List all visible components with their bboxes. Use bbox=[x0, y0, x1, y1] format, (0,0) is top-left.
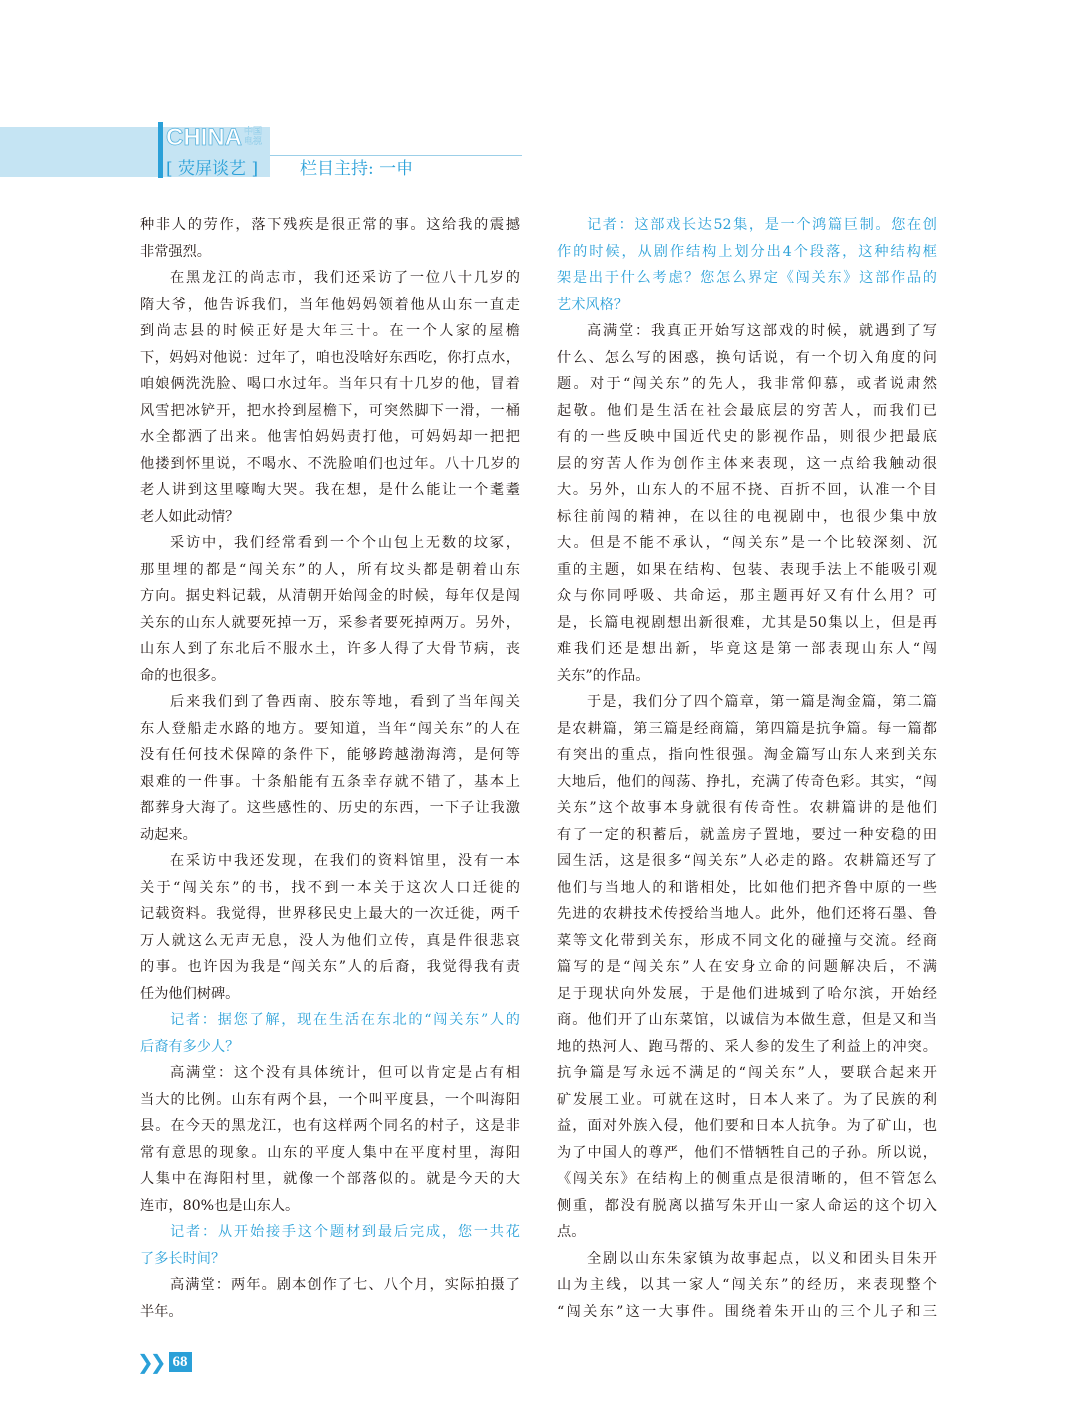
text-line: 有的一些反映中国近代史的影视作品，则很少把最底 bbox=[557, 429, 937, 445]
text-line: 是农耕篇，第三篇是经商篇，第四篇是抗争篇。每一篇都 bbox=[557, 720, 937, 737]
china-television-logo bbox=[166, 123, 262, 153]
right-text-column bbox=[557, 212, 937, 1325]
text-line: 县。在今天的黑龙江，也有这样两个同名的村子，这是非 bbox=[140, 1118, 520, 1134]
text-line: 菜等文化带到关东，形成不同文化的碰撞与交流。经商 bbox=[557, 932, 937, 949]
text-line: 非常强烈。 bbox=[140, 243, 211, 260]
text-line: 隋大爷，他告诉我们，当年他妈妈领着他从山东一直走 bbox=[140, 296, 520, 313]
text-line: 连市，80%也是山东人。 bbox=[140, 1197, 300, 1214]
text-line: 任为他们树碑。 bbox=[140, 985, 240, 1002]
text-line: 关于“闯关东”的书，找不到一本关于这次人口迁徙的 bbox=[140, 879, 520, 896]
text-line: 于是，我们分了四个篇章，第一篇是淘金篇，第二篇 bbox=[587, 694, 937, 710]
text-line: 矿发展工业。可就在这时，日本人来了。为了民族的利 bbox=[557, 1091, 937, 1108]
text-line: 咱娘俩洗洗脸、喝口水过年。当年只有十几岁的他，冒着 bbox=[140, 376, 520, 392]
text-line: 什么、怎么写的困惑，换句话说，有一个切入角度的问 bbox=[557, 349, 937, 366]
text-line: 下，妈妈对他说：过年了，咱也没啥好东西吃，你打点水， bbox=[140, 349, 520, 366]
column-tag: [ 荧屏谈艺 ] bbox=[166, 159, 259, 179]
text-line: 人集中在海阳村里，就像一个部落似的。就是今天的大 bbox=[140, 1171, 520, 1187]
text-line: 老人如此动情？ bbox=[140, 508, 240, 525]
text-line: 商。他们开了山东菜馆，以诚信为本做生意，但是又和当 bbox=[557, 1012, 937, 1028]
header-rule bbox=[270, 155, 522, 156]
text-line: 关东的山东人就要死掉一万，采参者要死掉两万。另外， bbox=[140, 614, 520, 631]
text-line: 他们与当地人的和谐相处，比如他们把齐鲁中原的一些 bbox=[557, 879, 937, 896]
text-line: 有突出的重点，指向性很强。淘金篇写山东人来到关东 bbox=[557, 747, 937, 763]
text-line: 的事。也许因为我是“闯关东”人的后裔，我觉得我有责 bbox=[140, 959, 520, 975]
interviewer-question-line: 作的时候，从剧作结构上划分出4个段落，这种结构框 bbox=[557, 243, 937, 260]
text-line: 山为主线，以其一家人“闯关东”的经历，来表现整个 bbox=[557, 1277, 937, 1293]
interviewer-question-line: 记者：从开始接手这个题材到最后完成，您一共花 bbox=[170, 1224, 520, 1240]
text-line: 侧重，都没有脱离以描写朱开山一家人命运的这个切入 bbox=[557, 1197, 937, 1214]
interviewer-question-line: 记者：据您了解，现在生活在东北的“闯关东”人的 bbox=[170, 1012, 520, 1028]
page-footer bbox=[137, 1351, 192, 1373]
text-line: 在采访中我还发现，在我们的资料馆里，没有一本 bbox=[170, 853, 520, 869]
text-line: 水全都洒了出来。他害怕妈妈责打他，可妈妈却一把把 bbox=[140, 429, 520, 445]
left-text-column bbox=[140, 212, 520, 1325]
text-line: 东人登船走水路的地方。要知道，当年“闯关东”的人在 bbox=[140, 720, 520, 737]
text-line: 难我们还是想出新，毕竟这是第一部表现山东人“闯 bbox=[557, 641, 937, 657]
text-line: 有了一定的积蓄后，就盖房子置地，要过一种安稳的田 bbox=[557, 826, 937, 843]
text-line: 高满堂：这个没有具体统计，但可以肯定是占有相 bbox=[170, 1065, 520, 1081]
interviewer-question-line: 了多长时间？ bbox=[140, 1250, 226, 1267]
text-line: 抗争篇是写永远不满足的“闯关东”人，要联合起来开 bbox=[557, 1065, 937, 1081]
logo-cn-top: 中国 bbox=[244, 127, 263, 137]
text-line: 为了中国人的尊严，他们不惜牺牲自己的子孙。所以说， bbox=[557, 1144, 937, 1161]
text-line: 重的主题，如果在结构、包装、表现手法上不能吸引观 bbox=[557, 561, 937, 578]
text-line: 标往前闯的精神，在以往的电视剧中，也很少集中放 bbox=[557, 508, 937, 525]
logo-word: HINA bbox=[183, 124, 243, 151]
text-line: 足于现状向外发展，于是他们进城到了哈尔滨，开始经 bbox=[557, 985, 937, 1002]
chevron-right-icon: ❯❯ bbox=[137, 1350, 163, 1374]
text-line: 是，长篇电视剧想出新很难，尤其是50集以上，但是再 bbox=[557, 614, 937, 631]
text-line: 采访中，我们经常看到一个个山包上无数的坟冢， bbox=[170, 535, 520, 551]
text-line: 都葬身大海了。这些感性的、历史的东西，一下子让我激 bbox=[140, 800, 520, 816]
text-line: 层的穷苦人作为创作主体来表现，这一点给我触动很 bbox=[557, 455, 937, 472]
text-line: 当大的比例。山东有两个县，一个叫平度县，一个叫海阳 bbox=[140, 1091, 520, 1108]
text-line: 动起来。 bbox=[140, 826, 197, 843]
text-line: 起敬。他们是生活在社会最底层的穷苦人，而我们已 bbox=[557, 402, 937, 419]
text-line: 大。另外，山东人的不屈不挠、百折不回，认准一个目 bbox=[557, 482, 937, 498]
text-line: 题。对于“闯关东”的先人，我非常仰慕，或者说肃然 bbox=[557, 376, 937, 392]
logo-c: C bbox=[166, 124, 184, 151]
text-line: 高满堂：两年。剧本创作了七、八个月，实际拍摄了 bbox=[170, 1277, 520, 1293]
text-line: 地的热河人、跑马帮的、采人参的发生了利益上的冲突。 bbox=[557, 1038, 937, 1055]
text-line: 关东”的作品。 bbox=[557, 667, 650, 684]
text-line: 万人就这么无声无息，没人为他们立传，真是件很悲哀 bbox=[140, 932, 520, 949]
text-line: 园生活，这是很多“闯关东”人必走的路。农耕篇还写了 bbox=[557, 853, 937, 869]
text-line: 大。但是不能不承认，“闯关东”是一个比较深刻、沉 bbox=[557, 535, 937, 551]
text-line: “闯关东”这一大事件。围绕着朱开山的三个儿子和三 bbox=[557, 1303, 937, 1320]
interviewer-question-line: 架是出于什么考虑？您怎么界定《闯关东》这部作品的 bbox=[557, 270, 937, 286]
text-line: 种非人的劳作，落下残疾是很正常的事。这给我的震撼 bbox=[140, 217, 520, 233]
text-line: 先进的农耕技术传授给当地人。此外，他们还将石墨、鲁 bbox=[557, 906, 937, 922]
page-number: 68 bbox=[169, 1352, 192, 1372]
text-line: 全剧以山东朱家镇为故事起点，以义和团头目朱开 bbox=[587, 1250, 937, 1267]
text-line: 在黑龙江的尚志市，我们还采访了一位八十几岁的 bbox=[170, 270, 520, 286]
text-line: 大地后，他们的闯荡、挣扎，充满了传奇色彩。其实，“闯 bbox=[557, 773, 937, 790]
text-line: 他搂到怀里说，不喝水、不洗脸咱们也过年。八十几岁的 bbox=[140, 455, 520, 472]
text-line: 老人讲到这里嚎啕大哭。我在想，是什么能让一个耄耋 bbox=[140, 482, 520, 498]
text-line: 点。 bbox=[557, 1224, 586, 1240]
text-line: 半年。 bbox=[140, 1303, 183, 1320]
text-line: 那里埋的都是“闯关东”的人，所有坟头都是朝着山东 bbox=[140, 561, 520, 578]
text-line: 篇写的是“闯关东”人在安身立命的问题解决后，不满 bbox=[557, 959, 937, 975]
text-line: 山东人到了东北后不服水土，许多人得了大骨节病，丧 bbox=[140, 641, 520, 657]
column-host: 栏目主持: 一申 bbox=[300, 159, 414, 179]
text-line: 《闯关东》在结构上的侧重点是很清晰的，但不管怎么 bbox=[557, 1171, 937, 1187]
text-line: 记载资料。我觉得，世界移民史上最大的一次迁徙，两千 bbox=[140, 906, 520, 922]
text-line: 方向。据史料记载，从清朝开始闯金的时候，每年仅是闯 bbox=[140, 588, 520, 604]
header-accent-bar bbox=[158, 122, 163, 178]
logo-cn bbox=[244, 123, 262, 147]
text-line: 众与你同呼吸、共命运，那主题再好又有什么用？可 bbox=[557, 588, 937, 604]
text-line: 常有意思的现象。山东的平度人集中在平度村里，海阳 bbox=[140, 1144, 520, 1161]
text-line: 到尚志县的时候正好是大年三十。在一个人家的屋檐 bbox=[140, 323, 520, 339]
interviewer-question-line: 记者：这部戏长达52集，是一个鸿篇巨制。您在创 bbox=[587, 217, 937, 233]
text-line: 后来我们到了鲁西南、胶东等地，看到了当年闯关 bbox=[170, 694, 520, 710]
text-line: 艰难的一件事。十条船能有五条幸存就不错了，基本上 bbox=[140, 773, 520, 790]
text-line: 关东”这个故事本身就很有传奇性。农耕篇讲的是他们 bbox=[557, 800, 937, 816]
text-line: 风雪把冰铲开，把水拎到屋檐下，可突然脚下一滑，一桶 bbox=[140, 402, 520, 419]
interviewer-question-line: 艺术风格？ bbox=[557, 296, 628, 313]
interviewer-question-line: 后裔有多少人？ bbox=[140, 1038, 240, 1055]
text-line: 高满堂：我真正开始写这部戏的时候，就遇到了写 bbox=[587, 323, 937, 339]
text-line: 没有任何技术保障的条件下，能够跨越渤海湾，是何等 bbox=[140, 747, 520, 763]
text-line: 命的也很多。 bbox=[140, 667, 226, 684]
text-line: 益，面对外族入侵，他们要和日本人抗争。为了矿山，也 bbox=[557, 1118, 937, 1134]
logo-cn-bottom: 电视 bbox=[244, 137, 263, 147]
